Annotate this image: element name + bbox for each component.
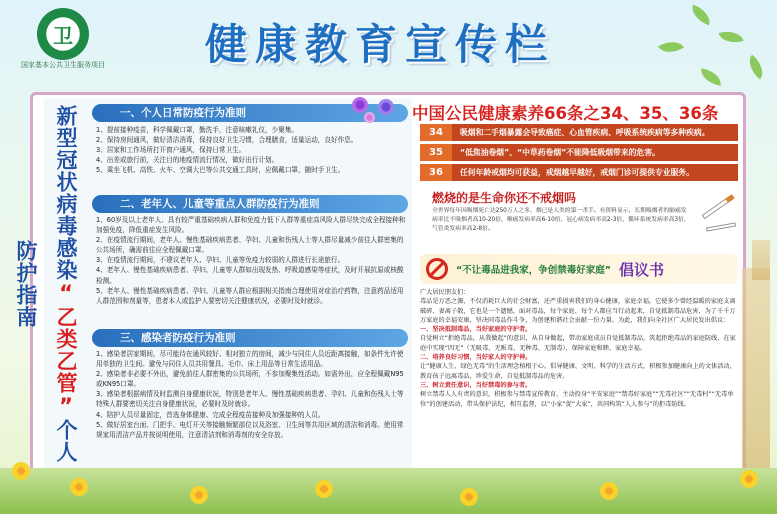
list-item: 4、出差或旅行前，关注目的地疫情流行情况，做好出行计划。 (96, 156, 279, 165)
list-item: 1、提前接种疫苗，科学佩戴口罩，勤洗手，注意咳嗽礼仪，少聚集。 (96, 126, 299, 134)
logo-glyph: 卫 (53, 23, 73, 48)
list-item: 5、做好居室台面、门把手、电灯开关等接触频繁部位以及浴室、卫生间等共用区域的清洁和消毒。使用常规家用清洁产品并按说明使用，注意清洁剂和消毒剂的安全存放。 (96, 420, 404, 439)
health-literacy-title: 中国公民健康素养66条之34、35、36条 (412, 104, 719, 123)
proposal-paragraph: 广大居民朋友们： (420, 289, 470, 296)
rules-list (420, 124, 738, 184)
rule-text: 吸烟和二手烟暴露会导致癌症、心血管疾病、呼吸系统疾病等多种疾病。 (452, 124, 738, 141)
section-heading-1: 一、个人日常防疫行为准则 (92, 104, 408, 122)
proposal-paragraph: 让“健康人生，绿色无毒”的生活理念植根于心。倡导健康、文明、科学的生活方式，积极参加健康向上的文体活动，教育孩子远离毒品，珍爱生命，自觉抵制毒品的危害。 (420, 363, 736, 380)
rule-row (420, 164, 738, 181)
list-item: 2、保持房间通风，做好清洁消毒，保持良好卫生习惯，合理膳食，适量运动，良好作息。 (96, 136, 358, 145)
flower-icon (740, 470, 758, 488)
section-body-3 (96, 349, 408, 471)
flower-icon (460, 488, 478, 506)
building-illustration (742, 268, 770, 478)
rule-row (420, 124, 738, 141)
list-item: 3、感染者根据病情及时监测自身健康状况，特别是老年人、慢性基础疾病患者、孕妇、儿童和伤残人士等特殊人群要密切关注自身健康状况，必要时及时就诊。 (96, 390, 404, 409)
list-item: 1、感染者居家期间，尽可能待在通风较好、相对独立的房间，减少与同住人员近距离接触，如条件允许使用单独的卫生间。避免与同住人员共用餐具、毛巾、床上用品等日常生活用品。 (96, 350, 404, 369)
list-item: 2、在疫情流行期间，老年人、慢性基础疾病患者、孕妇、儿童和伤残人士等人群尽量减少前往人群密集的公共场所，确需前往应全程佩戴口罩。 (96, 236, 404, 255)
logo-caption: 国家基本公共卫生服务项目 (21, 61, 105, 69)
vertical-title-part1: 新型冠状病毒感染 (54, 105, 78, 281)
flower-icon (12, 462, 30, 480)
list-item: 5、乘坐飞机、高铁、火车、空调大巴等公共交通工具时，应佩戴口罩，随时手卫生。 (96, 166, 345, 175)
flower-icon (70, 478, 88, 496)
vertical-title-part3: 个人防护指南 (14, 240, 78, 463)
vertical-title (14, 104, 86, 464)
virus-icon (352, 97, 368, 113)
rule-number: 35 (420, 144, 452, 161)
list-item: 2、感染者非必要不外出，避免前往人群密集的公共场所，不参加聚集性活动。如需外出，应全程佩戴N95或KN95口罩。 (96, 370, 404, 389)
list-item: 4、老年人、慢性基础疾病患者、孕妇、儿童等人群如出现发热、呼吸道感染等症状，及时开展抗原或核酸检测。 (96, 266, 404, 285)
proposal-paragraph: 树立禁毒人人有责的意识，积极参与禁毒宣传教育，主动投身“平安家庭”“禁毒好家庭”“无毒社区”“无毒村”“无毒单位”的创建活动，带头保护法纪，相互监督，以“小家”促“大家”，共同构筑“人人参与”的拒毒防线。 (420, 391, 734, 408)
rule-text: 任何年龄戒烟均可获益，戒烟越早越好，戒烟门诊可提供专业服务。 (452, 164, 738, 181)
section-body-1 (96, 125, 408, 197)
flower-icon (315, 480, 333, 498)
proposal-paragraph: 毒品是万恶之源，不仅消耗巨大的社会财富，还严重损害我们的身心健康，家庭幸福，它使多少曾经温暖的家庭支离破碎、妻离子散，它也是一个遗憾，面对毒品，每个家庭、每个人都应当行动起来，自觉抵制毒品危害，为了千千万万家庭的幸福安康，坚决同毒品作斗争，为创建和谐社会贡献一份力量。为此，我们向全社区广大居民发出倡议： (420, 298, 736, 324)
leaf-decoration (699, 68, 723, 86)
page-title: 健康教育宣传栏 (204, 20, 555, 69)
logo (14, 8, 112, 70)
list-item: 5、老年人、慢性基础疾病患者、孕妇、儿童等人群应根据相关指南合理使用对症治疗药物，注意药品适用人群范围和剂量等，患者本人或监护人要密切关注健康状况，必要时及时就诊。 (96, 286, 404, 305)
anti-drug-slogan: “不让毒品进我家，争创禁毒好家庭” (456, 265, 611, 276)
virus-icon (364, 112, 375, 123)
proposal-paragraph: 自觉树立“拒绝毒品，从我做起”的意识，从自身做起，带动家庭成员自觉抵制毒品，筑起拒绝毒品的家庭防线，在家庭中实现“四无”（无吸毒、无贩毒、无种毒、无制毒），保障家庭和睦、家庭幸福。 (420, 335, 736, 352)
no-drugs-icon (426, 258, 448, 280)
leaf-decoration (658, 35, 684, 58)
anti-drug-banner (420, 254, 738, 284)
proposal-heading: 二、培养良好习惯，当好家人的守护神。 (420, 354, 532, 362)
house-emblem-icon (37, 8, 89, 60)
rule-number: 34 (420, 124, 452, 141)
vertical-title-part2: “乙类乙管” (54, 281, 78, 419)
list-item: 3、在疫情流行期间，不建议老年人、孕妇、儿童等免疫力较弱的人群进行长途旅行。 (96, 256, 345, 265)
proposal-heading: 三、树立责任意识，当好禁毒的参与者。 (420, 381, 532, 389)
flower-icon (190, 486, 208, 504)
section-heading-3: 三、感染者防疫行为准则 (92, 329, 408, 347)
grass-decoration (0, 468, 777, 514)
leaf-decoration (743, 55, 769, 80)
section-heading-2: 二、老年人、儿童等重点人群防疫行为准则 (92, 195, 408, 213)
section-body-2 (96, 215, 408, 327)
proposal-body (420, 288, 738, 474)
leaf-decoration (719, 27, 744, 46)
leaf-decoration (688, 5, 713, 26)
proposal-title: 倡议书 (619, 260, 665, 279)
rule-row (420, 144, 738, 161)
smoking-warning-title: 燃烧的是生命你还不戒烟吗 (432, 191, 577, 205)
list-item: 3、居家和工作场所打开窗户通风，保持日常卫生。 (96, 146, 246, 155)
virus-icon (378, 99, 394, 115)
rule-number: 36 (420, 164, 452, 181)
smoking-warning-body: 全世界每年因吸烟死亡达250万人之多，烟已是人类的第一杀手。有资料显示，长期吸烟者的肺癌发病率比不吸烟者高10-20倍，喉癌发病率高6-10倍，冠心病发病率高2-3倍，循环系统发病率高3倍，气管炎发病率高2-8倍。 (432, 208, 690, 233)
list-item: 4、陪护人员尽量固定，首选身体健康、完成全程疫苗接种及加强接种的人员。 (96, 410, 325, 419)
rule-text: “低焦油卷烟”、“中草药卷烟”不能降低吸烟带来的危害。 (452, 144, 738, 161)
flower-icon (600, 482, 618, 500)
proposal-heading: 一、坚决抵制毒品，当好家庭的守护者。 (420, 326, 532, 334)
list-item: 1、60岁及以上老年人、具有较严重基础疾病人群和免疫力低下人群等重症高风险人群尽快完成全程接种和加强免疫，降低重症发生风险。 (96, 216, 406, 235)
building-illustration (752, 240, 770, 280)
